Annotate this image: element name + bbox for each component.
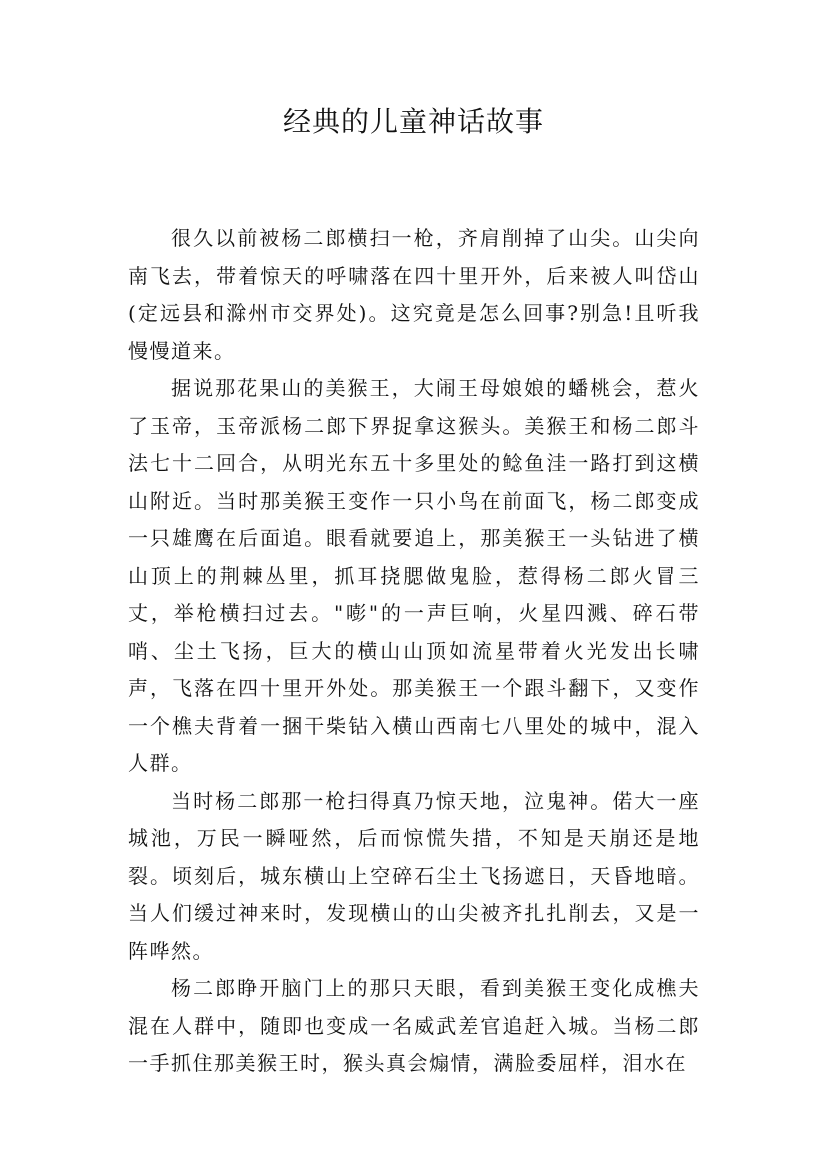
document-title: 经典的儿童神话故事 [282,105,544,138]
paragraph: 杨二郎睁开脑门上的那只天眼，看到美猴王变化成樵夫混在人群中，随即也变成一名威武差官追赶入城。当杨二郎一手抓住那美猴王时，猴头真会煽情，满脸委屈样，泪水在 [128,976,700,1075]
paragraph: 当时杨二郎那一枪扫得真乃惊天地，泣鬼神。偌大一座城池，万民一瞬哑然，后而惊慌失措，不知是天崩还是地裂。顷刻后，城东横山上空碎石尘土飞扬遮日，天昏地暗。当人们缓过神来时，发现横山的山尖被齐扎扎削去，又是一阵哗然。 [128,788,700,963]
paragraph: 很久以前被杨二郎横扫一枪，齐肩削掉了山尖。山尖向南飞去，带着惊天的呼啸落在四十里开外，后来被人叫岱山(定远县和滁州市交界处)。这究竟是怎么回事?别急!且听我慢慢道来。 [128,226,700,363]
document-body [128,220,700,1083]
paragraph: 据说那花果山的美猴王，大闹王母娘娘的蟠桃会，惹火了玉帝，玉帝派杨二郎下界捉拿这猴头。美猴王和杨二郎斗法七十二回合，从明光东五十多里处的鲶鱼洼一路打到这横山附近。当时那美猴王变作一只小鸟在前面飞，杨二郎变成一只雄鹰在后面追。眼看就要追上，那美猴王一头钻进了横山顶上的荆棘丛里，抓耳挠腮做鬼脸，惹得杨二郎火冒三丈，举枪横扫过去。"嘭"的一声巨响，火星四溅、碎石带哨、尘土飞扬，巨大的横山山顶如流星带着火光发出长啸声，飞落在四十里开外处。那美猴王一个跟斗翻下，又变作一个樵夫背着一捆干柴钻入横山西南七八里处的城中，混入人群。 [128,376,700,775]
